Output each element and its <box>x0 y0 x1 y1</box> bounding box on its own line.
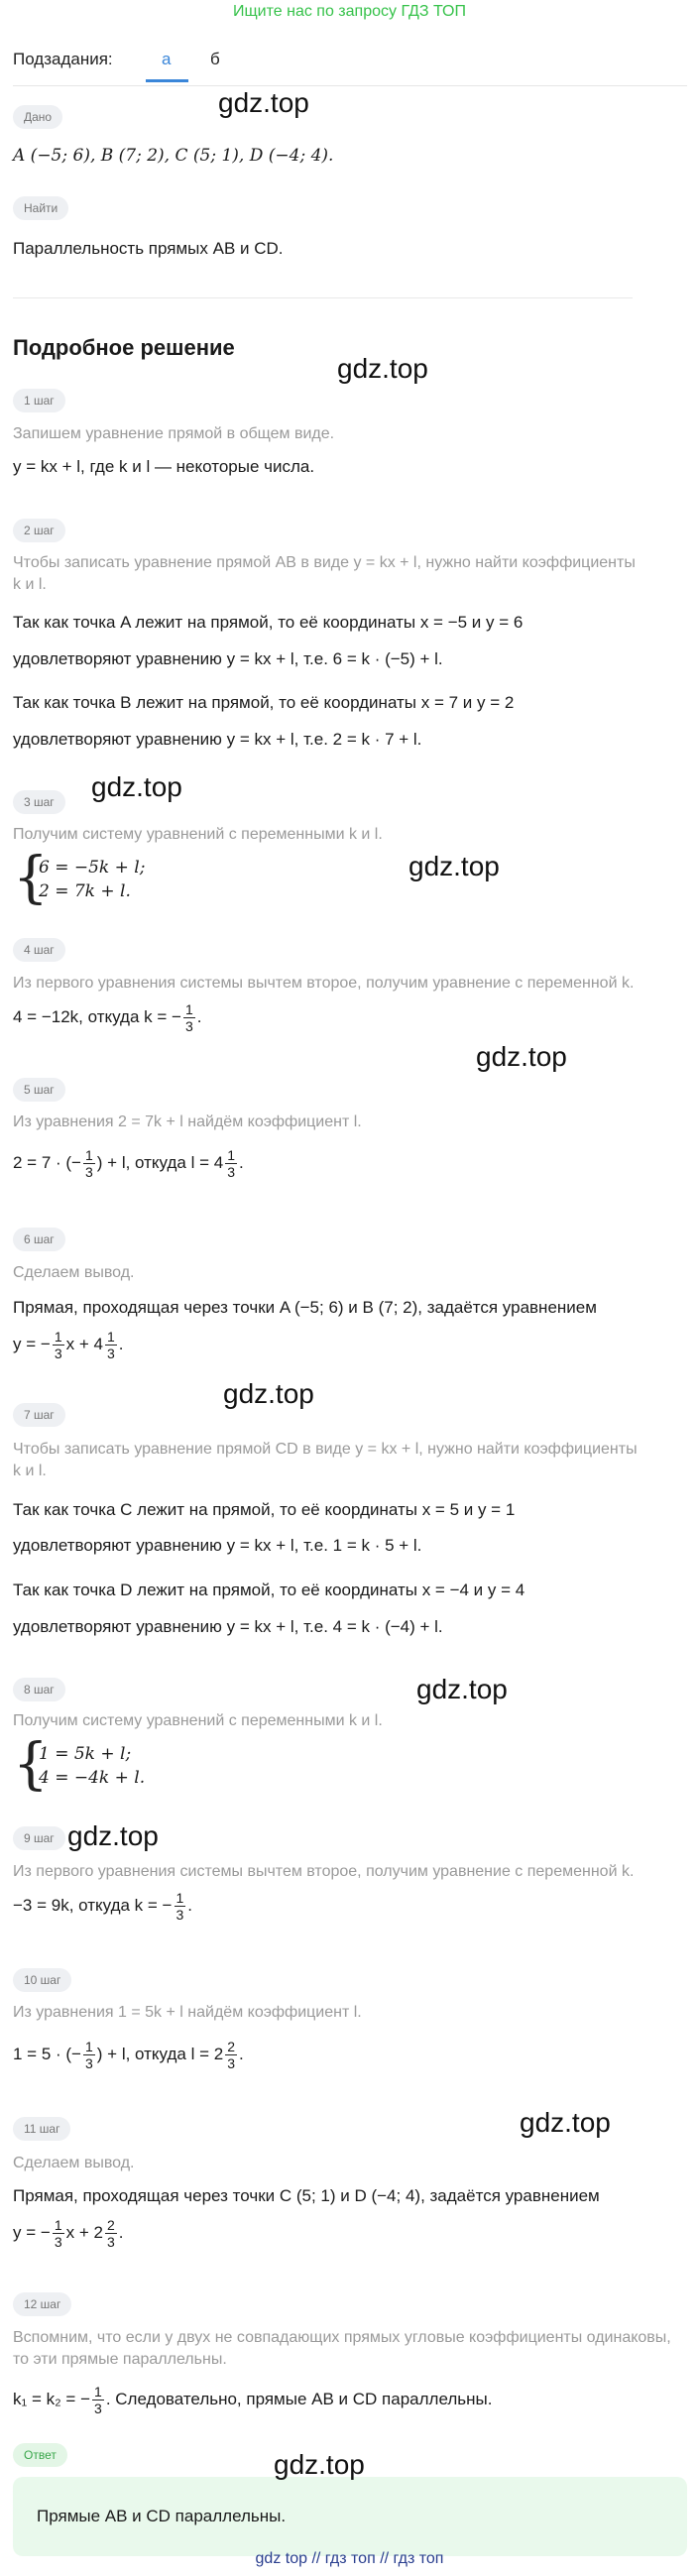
eq-text: . <box>196 1006 202 1026</box>
step-9-hint: Из первого уравнения системы вычтем второе, получим уравнение с переменной k. <box>13 1863 635 1880</box>
fraction <box>53 2217 64 2250</box>
watermark: gdz.top <box>274 2449 365 2480</box>
step-2-line-4: удовлетворяют уравнению y = kx + l, т.е. 2 = k · 7 + l. <box>13 730 422 749</box>
numerator: 1 <box>175 1890 184 1906</box>
step-5-chip: 5 шаг <box>13 1078 65 1102</box>
fraction <box>105 1329 117 1361</box>
eq-text: y = − <box>13 1334 51 1353</box>
fraction <box>175 1890 186 1923</box>
step-2-line-2: удовлетворяют уравнению y = kx + l, т.е. 6 = k · (−5) + l. <box>13 649 443 668</box>
fraction <box>83 1147 95 1180</box>
answer-chip: Ответ <box>13 2443 67 2467</box>
tab-a[interactable]: а <box>162 50 172 68</box>
watermark: gdz.top <box>91 771 182 802</box>
eq-text: k₁ = k₂ = − <box>13 2389 91 2408</box>
step-1-hint: Запишем уравнение прямой в общем виде. <box>13 425 335 442</box>
watermark: gdz.top <box>476 1041 567 1072</box>
watermark: gdz.top <box>218 87 309 118</box>
fraction <box>83 2039 95 2071</box>
step-10-chip: 10 шаг <box>13 1968 71 1992</box>
denominator: 3 <box>106 1346 115 1361</box>
step-7-hint-cont: k и l. <box>13 1463 47 1479</box>
denominator: 3 <box>94 2400 102 2416</box>
step-1-text: y = kx + l, где k и l — некоторые числа. <box>13 457 315 476</box>
step-2-chip: 2 шаг <box>13 519 65 542</box>
eq-text: . <box>118 1334 124 1353</box>
brace-icon: { <box>13 1732 49 1797</box>
given-chip: Дано <box>13 105 62 129</box>
eq-text: . <box>238 2044 244 2063</box>
step-8-hint: Получим систему уравнений с переменными k и l. <box>13 1712 383 1729</box>
eq-text: 4 = −12k, откуда k = − <box>13 1006 181 1026</box>
step-12-hint: Вспомним, что если у двух не совпадающих прямых угловые коэффициенты одинаковы, <box>13 2329 671 2346</box>
divider <box>13 297 633 298</box>
step-7-line-3: Так как точка D лежит на прямой, то её координаты x = −4 и y = 4 <box>13 1581 525 1599</box>
eq-text: −3 = 9k, откуда k = − <box>13 1895 173 1915</box>
step-11-hint: Сделаем вывод. <box>13 2155 135 2171</box>
subtasks-bar <box>13 46 687 86</box>
step-9-chip: 9 шаг <box>13 1826 65 1850</box>
step-2-line-3: Так как точка B лежит на прямой, то её координаты x = 7 и y = 2 <box>13 693 515 712</box>
step-11-chip: 11 шаг <box>13 2117 70 2141</box>
step-6-hint: Сделаем вывод. <box>13 1264 135 1281</box>
denominator: 3 <box>54 2234 62 2250</box>
watermark: gdz.top <box>67 1820 159 1851</box>
fraction <box>183 1001 195 1034</box>
eq-text: 1 = 5 · (− <box>13 2044 81 2063</box>
step-10-eq <box>13 2039 687 2071</box>
system-eq-2: 4 = −4k + l. <box>39 1768 146 1788</box>
watermark: gdz.top <box>337 353 428 384</box>
numerator: 2 <box>227 2039 235 2054</box>
step-2-hint: Чтобы записать уравнение прямой AB в виде y = kx + l, нужно найти коэффициенты <box>13 554 636 571</box>
solution-title: Подробное решение <box>13 335 235 360</box>
eq-text: . Следовательно, прямые AB и CD параллельны. <box>105 2389 493 2408</box>
step-11-line-1: Прямая, проходящая через точки C (5; 1) и D (−4; 4), задаётся уравнением <box>13 2186 600 2205</box>
numerator: 1 <box>94 2384 102 2400</box>
promo-banner[interactable]: Ищите нас по запросу ГДЗ ТОП <box>233 3 466 20</box>
step-7-line-2: удовлетворяют уравнению y = kx + l, т.е. 1 = k · 5 + l. <box>13 1536 422 1555</box>
tab-b[interactable]: б <box>210 50 220 68</box>
denominator: 3 <box>106 2234 115 2250</box>
eq-text: ) + l, откуда l = 4 <box>96 1152 224 1172</box>
answer-text: Прямые AB и CD параллельны. <box>37 2507 287 2525</box>
footer-links[interactable]: gdz top // гдз топ // гдз топ <box>255 2550 444 2567</box>
step-2-line-1: Так как точка A лежит на прямой, то её координаты x = −5 и y = 6 <box>13 613 524 632</box>
step-11-eq <box>13 2217 687 2250</box>
eq-text: y = − <box>13 2222 51 2242</box>
fraction <box>225 2039 237 2071</box>
step-7-chip: 7 шаг <box>13 1403 65 1427</box>
numerator: 1 <box>184 1001 193 1017</box>
numerator: 1 <box>106 1329 115 1345</box>
denominator: 3 <box>227 1164 235 1180</box>
step-4-hint: Из первого уравнения системы вычтем второе, получим уравнение с переменной k. <box>13 975 635 992</box>
step-10-hint: Из уравнения 1 = 5k + l найдём коэффициент l. <box>13 2004 362 2021</box>
step-12-hint-cont: то эти прямые параллельны. <box>13 2351 227 2368</box>
watermark: gdz.top <box>520 2107 611 2138</box>
eq-text: x + 2 <box>65 2222 103 2242</box>
step-7-line-1: Так как точка C лежит на прямой, то её координаты x = 5 и y = 1 <box>13 1500 516 1519</box>
denominator: 3 <box>54 1346 62 1361</box>
step-6-chip: 6 шаг <box>13 1228 65 1251</box>
step-5-hint: Из уравнения 2 = 7k + l найдём коэффициент l. <box>13 1113 362 1130</box>
eq-text: ) + l, откуда l = 2 <box>96 2044 224 2063</box>
brace-icon: { <box>13 846 49 910</box>
numerator: 1 <box>54 1329 62 1345</box>
step-9-eq <box>13 1890 687 1923</box>
eq-text: . <box>238 1152 244 1172</box>
numerator: 1 <box>84 1147 93 1163</box>
subtasks-label: Подзадания: <box>13 50 113 68</box>
denominator: 3 <box>84 1164 93 1180</box>
answer-box <box>13 2477 687 2556</box>
denominator: 3 <box>84 2055 93 2071</box>
step-8-chip: 8 шаг <box>13 1678 65 1701</box>
step-6-line-1: Прямая, проходящая через точки A (−5; 6) и B (7; 2), задаётся уравнением <box>13 1298 597 1317</box>
step-4-chip: 4 шаг <box>13 938 65 962</box>
numerator: 2 <box>106 2217 115 2233</box>
denominator: 3 <box>184 1018 193 1034</box>
eq-text: 2 = 7 · (− <box>13 1152 81 1172</box>
step-6-eq <box>13 1329 687 1361</box>
find-text: Параллельность прямых AB и CD. <box>13 239 284 258</box>
fraction <box>105 2217 117 2250</box>
numerator: 1 <box>54 2217 62 2233</box>
step-12-eq <box>13 2384 687 2416</box>
watermark: gdz.top <box>223 1378 314 1409</box>
system-eq-1: 1 = 5k + l; <box>39 1744 132 1764</box>
find-chip: Найти <box>13 196 68 220</box>
numerator: 1 <box>227 1147 235 1163</box>
system-eq-1: 6 = −5k + l; <box>39 858 146 878</box>
denominator: 3 <box>227 2055 235 2071</box>
step-5-eq <box>13 1147 687 1180</box>
step-3-hint: Получим систему уравнений с переменными k и l. <box>13 826 383 843</box>
fraction <box>225 1147 237 1180</box>
step-7-hint: Чтобы записать уравнение прямой CD в виде y = kx + l, нужно найти коэффициенты <box>13 1441 638 1458</box>
step-4-eq <box>13 1001 687 1034</box>
watermark: gdz.top <box>408 851 500 881</box>
system-eq-2: 2 = 7k + l. <box>39 881 131 901</box>
watermark: gdz.top <box>416 1674 508 1704</box>
step-12-chip: 12 шаг <box>13 2292 71 2316</box>
step-7-line-4: удовлетворяют уравнению y = kx + l, т.е. 4 = k · (−4) + l. <box>13 1617 443 1636</box>
numerator: 1 <box>84 2039 93 2054</box>
denominator: 3 <box>175 1907 184 1923</box>
eq-text: . <box>118 2222 124 2242</box>
eq-text: x + 4 <box>65 1334 103 1353</box>
step-2-hint-cont: k и l. <box>13 576 47 593</box>
eq-text: . <box>187 1895 193 1915</box>
fraction <box>92 2384 104 2416</box>
step-3-chip: 3 шаг <box>13 790 65 814</box>
fraction <box>53 1329 64 1361</box>
step-1-chip: 1 шаг <box>13 389 65 412</box>
given-points: A (−5; 6), B (7; 2), C (5; 1), D (−4; 4). <box>13 146 334 166</box>
